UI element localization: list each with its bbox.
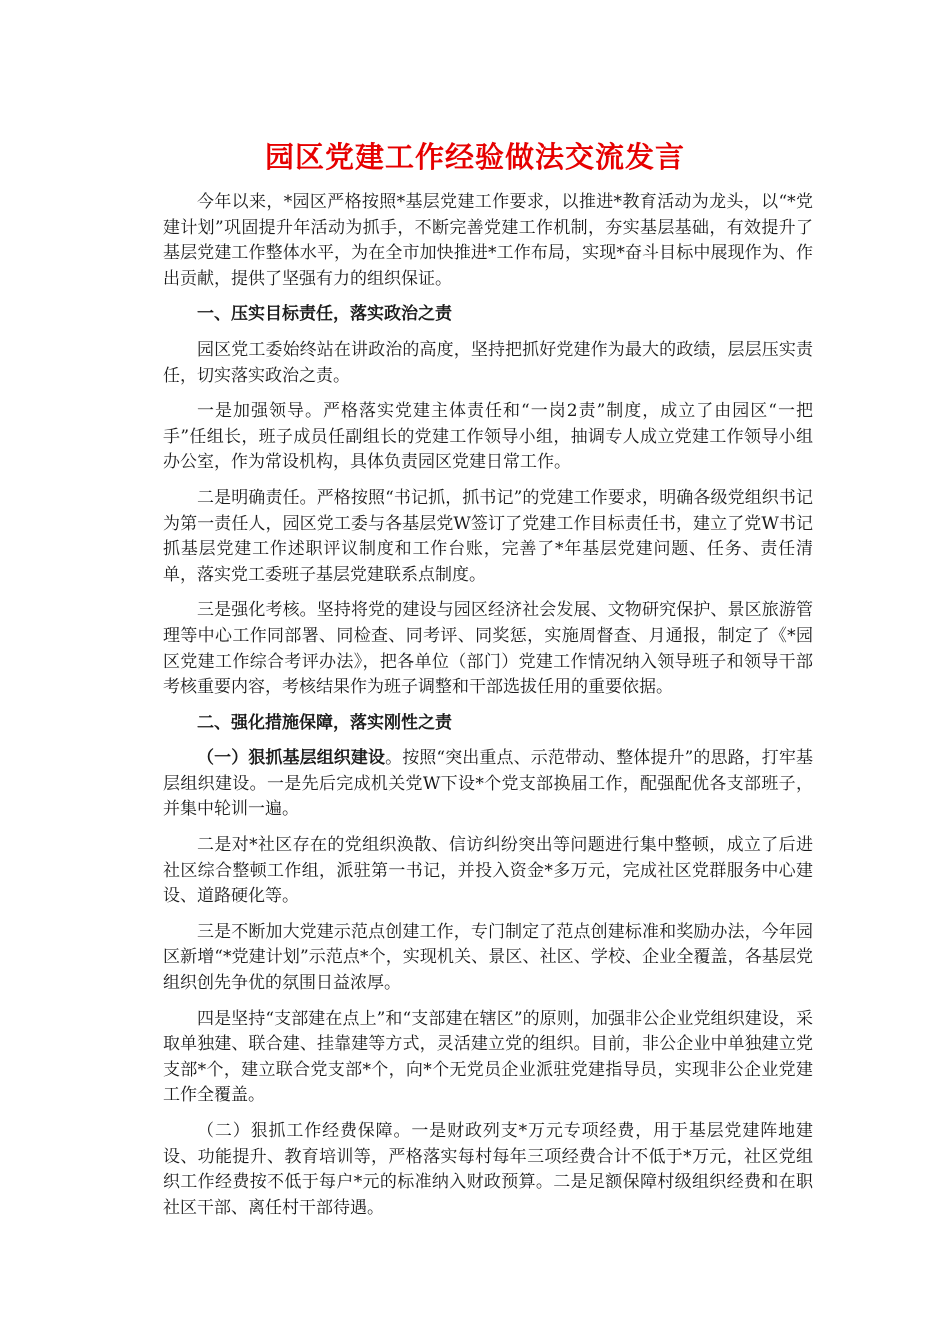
section-2-paragraph-1: 二是对*社区存在的党组织涣散、信访纠纷突出等问题进行集中整顿，成立了后进社区综合整顿工作组，派驻第一书记，并投入资金*多万元，完成社区党群服务中心建设、道路硬化等。 <box>163 835 813 907</box>
section-1-paragraph-1: 园区党工委始终站在讲政治的高度，坚持把抓好党建作为最大的政绩，层层压实责任，切实落实政治之责。 <box>163 339 813 386</box>
intro-paragraph: 今年以来，*园区严格按照*基层党建工作要求，以推进*教育活动为龙头，以“*党建计划”巩固提升年活动为抓手，不断完善党建工作机制，夯实基层基础，有效提升了基层党建工作整体水平，为在全市加快推进*工作布局，实现*奋斗目标中展现作为、作出贡献，提供了坚强有力的组织保证。 <box>163 192 813 289</box>
section-1-paragraph-3: 二是明确责任。严格按照“书记抓，抓书记”的党建工作要求，明确各级党组织书记为第一责任人，园区党工委与各基层党W签订了党建工作目标责任书，建立了党W书记抓基层党建工作述职评议制度和工作台账，完善了*年基层党建问题、任务、责任清单，落实党工委班子基层党建联系点制度。 <box>163 487 813 585</box>
document-body <box>163 190 813 1231</box>
section-2-paragraph-4: （二）狠抓工作经费保障。一是财政列支*万元专项经费，用于基层党建阵地建设、功能提升、教育培训等，严格落实每村每年三项经费合计不低于*万元，社区党组织工作经费按不低于每户*元的标准纳入财政预算。二是足额保障村级组织经费和在职社区干部、离任村干部待遇。 <box>163 1121 813 1218</box>
section-2-paragraph-2: 三是不断加大党建示范点创建工作，专门制定了范点创建标准和奖励办法，今年园区新增“*党建计划”示范点*个，实现机关、景区、社区、学校、企业全覆盖，各基层党组织创先争优的氛围日益浓厚。 <box>163 921 813 994</box>
subsection-1-lead: （一）狠抓基层组织建设 <box>197 748 386 769</box>
section-1-paragraph-4: 三是强化考核。坚持将党的建设与园区经济社会发展、文物研究保护、景区旅游管理等中心工作同部署、同检查、同考评、同奖惩，实施周督查、月通报，制定了《*园区党建工作综合考评办法》，把各单位（部门）党建工作情况纳入领导班子和领导干部考核重要内容，考核结果作为班子调整和干部选拔任用的重要依据。 <box>163 600 813 698</box>
section-2-heading: 二、强化措施保障，落实刚性之责 <box>197 712 452 733</box>
document-title: 园区党建工作经验做法交流发言 <box>264 140 685 174</box>
subsection-1-text: 。按照“突出重点、示范带动、整体提升”的思路，打牢基层组织建设。一是先后完成机关党W下设*个党支部换届工作，配强配优各支部班子，并集中轮训一遍。 <box>163 748 813 820</box>
section-1-paragraph-2: 一是加强领导。严格落实党建主体责任和“一岗2责”制度，成立了由园区“一把手”任组长，班子成员任副组长的党建工作领导小组，抽调专人成立党建工作领导小组办公室，作为常设机构，具体负责园区党建日常工作。 <box>163 401 813 473</box>
section-2-paragraph-3: 四是坚持“支部建在点上”和“支部建在辖区”的原则，加强非公企业党组织建设，采取单独建、联合建、挂靠建等方式，灵活建立党的组织。目前，非公企业中单独建立党支部*个，建立联合党支部*个，向*个无党员企业派驻党建指导员，实现非公企业党建工作全覆盖。 <box>163 1008 813 1106</box>
section-2-subsection-1 <box>163 746 813 823</box>
section-1-heading: 一、压实目标责任，落实政治之责 <box>197 304 452 325</box>
